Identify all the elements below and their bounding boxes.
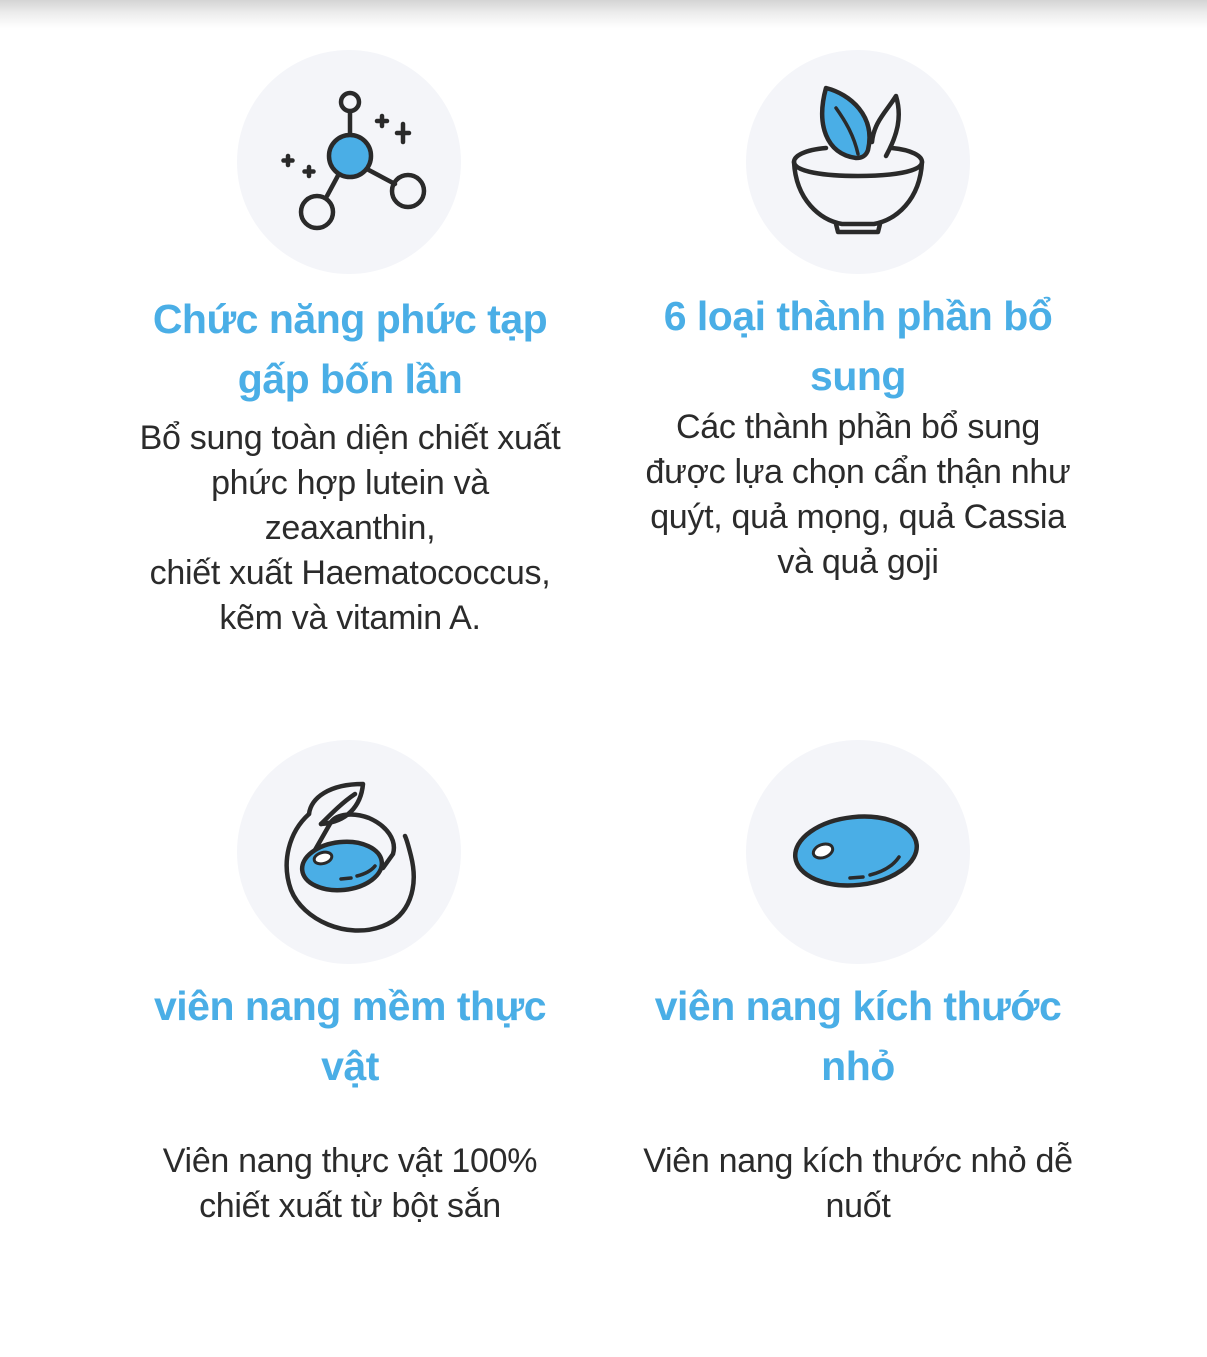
feature-description-line: nuốt <box>825 1187 891 1225</box>
feature-description-line: Viên nang thực vật 100% <box>162 1142 538 1180</box>
feature-description-line: Bổ sung toàn diện chiết xuất <box>139 419 561 457</box>
feature-title-line: nhỏ <box>821 1043 895 1089</box>
feature-description-line: phức hợp lutein và <box>211 464 489 502</box>
feature-title-line: 6 loại thành phần bổ <box>663 293 1053 339</box>
feature-description-line: kẽm và vitamin A. <box>219 599 481 637</box>
feature-description <box>100 1139 600 1229</box>
herb-bowl-icon-circle <box>746 50 970 274</box>
feature-description-line: chiết xuất Haematococcus, <box>149 554 551 592</box>
molecule-icon-circle <box>237 50 461 274</box>
feature-description <box>608 1139 1108 1229</box>
feature-title <box>110 976 590 1096</box>
feature-description <box>608 405 1108 585</box>
plant-capsule-icon-circle <box>237 740 461 964</box>
feature-description-line: Viên nang kích thước nhỏ dễ <box>643 1142 1073 1180</box>
feature-title-line: Chức năng phức tạp <box>152 296 548 342</box>
small-capsule-icon-circle <box>746 740 970 964</box>
feature-description-line: quýt, quả mọng, quả Cassia <box>650 498 1066 536</box>
feature-description <box>100 416 600 641</box>
feature-description-line: và quả goji <box>777 543 939 581</box>
feature-description-line: được lựa chọn cẩn thận như <box>645 453 1071 491</box>
feature-title-line: vật <box>321 1043 379 1089</box>
feature-description-line: Các thành phần bổ sung <box>676 408 1040 446</box>
feature-title-line: gấp bốn lần <box>237 356 463 402</box>
top-shadow <box>0 0 1207 28</box>
plant-capsule-icon <box>237 740 461 964</box>
herb-bowl-icon <box>746 50 970 274</box>
feature-title-line: sung <box>810 353 906 399</box>
feature-title-line: viên nang kích thước <box>654 983 1062 1029</box>
feature-description-line: zeaxanthin, <box>264 509 436 547</box>
molecule-icon <box>237 50 461 274</box>
feature-description-line: chiết xuất từ bột sắn <box>199 1187 501 1225</box>
feature-title-line: viên nang mềm thực <box>153 983 547 1029</box>
feature-title <box>110 289 590 409</box>
feature-title <box>618 286 1098 406</box>
small-capsule-icon <box>746 740 970 964</box>
feature-title <box>618 976 1098 1096</box>
